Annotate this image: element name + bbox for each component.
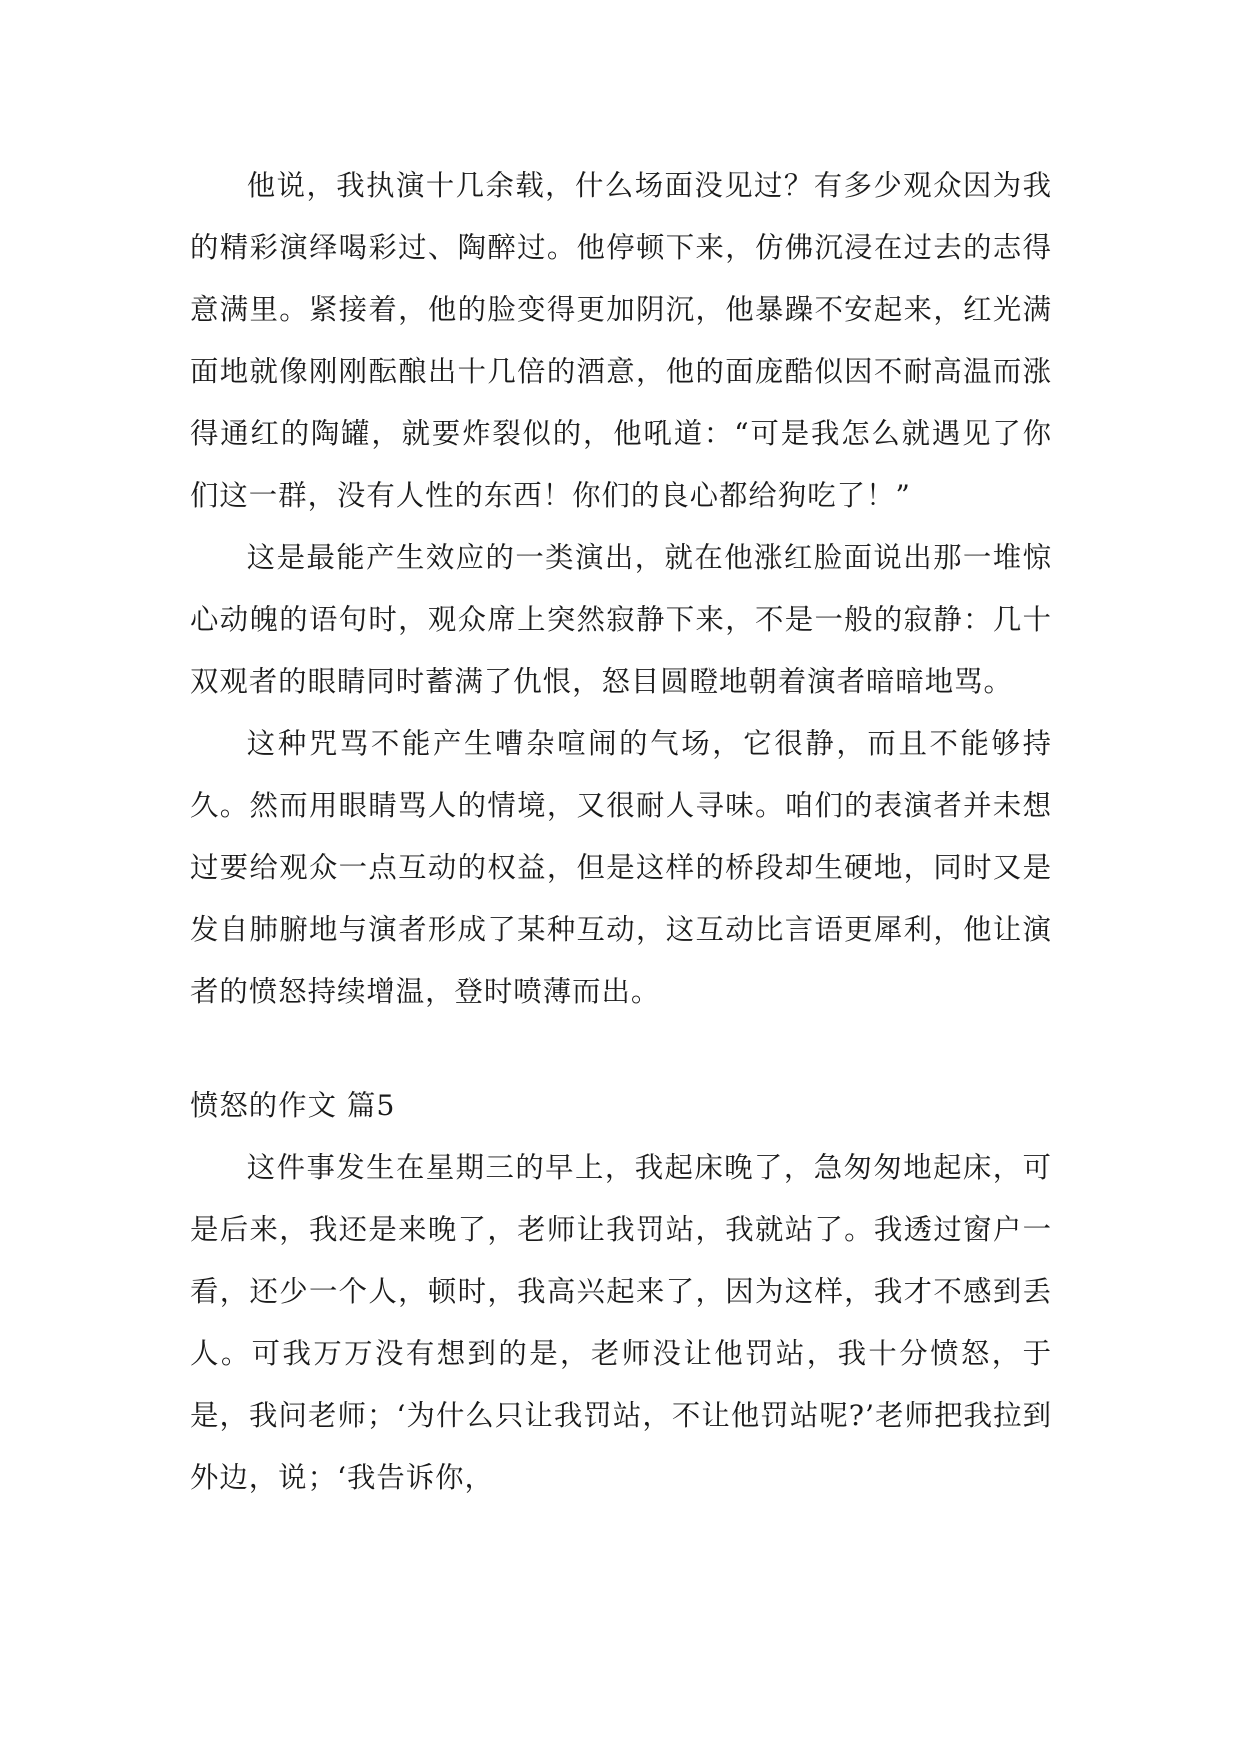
document-page — [190, 155, 1052, 1509]
paragraph-3: 这种咒骂不能产生嘈杂喧闹的气场，它很静，而且不能够持久。然而用眼睛骂人的情境，又很耐人寻味。咱们的表演者并未想过要给观众一点互动的权益，但是这样的桥段却生硬地，同时又是发自肺腑地与演者形成了某种互动，这互动比言语更犀利，他让演者的愤怒持续增温，登时喷薄而出。 — [190, 727, 1052, 1008]
paragraph-2: 这是最能产生效应的一类演出，就在他涨红脸面说出那一堆惊心动魄的语句时，观众席上突然寂静下来，不是一般的寂静：几十双观者的眼睛同时蓄满了仇恨，怒目圆瞪地朝着演者暗暗地骂。 — [190, 541, 1052, 698]
section-heading: 愤怒的作文 篇5 — [190, 1089, 396, 1122]
paragraph-1: 他说，我执演十几余载，什么场面没见过？有多少观众因为我的精彩演绎喝彩过、陶醉过。他停顿下来，仿佛沉浸在过去的志得意满里。紧接着，他的脸变得更加阴沉，他暴躁不安起来，红光满面地就像刚刚酝酿出十几倍的酒意，他的面庞酷似因不耐高温而涨得通红的陶罐，就要炸裂似的，他吼道：“可是我怎么就遇见了你们这一群，没有人性的东西！你们的良心都给狗吃了！” — [190, 169, 1052, 512]
paragraph-4: 这件事发生在星期三的早上，我起床晚了，急匆匆地起床，可是后来，我还是来晚了，老师让我罚站，我就站了。我透过窗户一看，还少一个人，顿时，我高兴起来了，因为这样，我才不感到丢人。可我万万没有想到的是，老师没让他罚站，我十分愤怒，于是，我问老师；‘为什么只让我罚站，不让他罚站呢?’老师把我拉到外边，说；‘我告诉你， — [190, 1151, 1052, 1494]
